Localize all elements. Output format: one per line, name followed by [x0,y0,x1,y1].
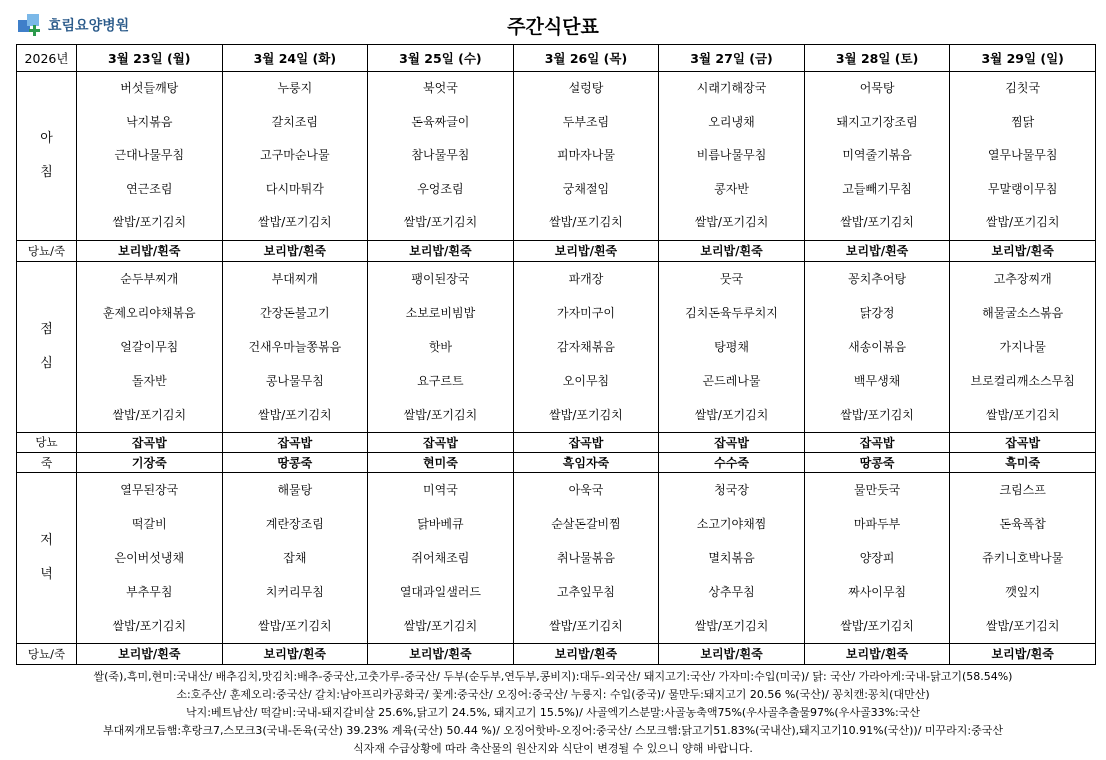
menu-item: 새송이볶음 [848,339,907,354]
menu-item: 쌀밥/포기김치 [112,215,187,229]
menu-item: 간장돈불고기 [260,305,330,320]
menu-item: 낙지볶음 [126,114,173,129]
menu-item: 아욱국 [568,482,604,497]
menu-item-list [368,473,513,643]
note-line: 낙지:베트남산/ 떡갈비:국내-돼지갈비살 25.6%,닭고기 24.5%, 돼지고기 15.5%)/ 사골엑기스분말:사골농축액75%(우사골추출물97%(우사골33%:국산 [185,706,921,719]
lunch-row [17,261,1096,432]
menu-item: 미역줄기볶음 [842,148,912,162]
menu-item: 청국장 [714,482,749,497]
menu-item: 닭바베큐 [417,516,464,531]
diabetic-item: 잡곡밥 [804,432,950,452]
menu-item: 고구마순나물 [260,148,330,162]
meal-label-dinner [17,472,77,643]
menu-item: 마파두부 [853,516,901,531]
menu-item: 쌀밥/포기김치 [985,215,1060,229]
menu-item: 북엇국 [423,81,458,95]
dinner-day-cell [222,472,368,643]
menu-item: 열무된장국 [120,482,179,497]
lunch-day-cell [222,261,368,432]
dinner-day-cell [513,472,659,643]
dinner-diabetic-row [17,643,1096,664]
menu-item-list [77,72,222,240]
menu-item: 요구르트 [417,373,464,388]
diabetic-item: 보리밥/흰죽 [222,240,368,261]
menu-item: 쌀밥/포기김치 [549,618,623,633]
porridge-label: 죽 [17,452,77,472]
meal-label-char: 심 [40,355,53,371]
menu-item: 꽁치추어탕 [848,271,907,286]
porridge-item: 기장죽 [77,452,223,472]
menu-item-list [950,72,1095,240]
menu-item-list [950,262,1095,432]
menu-item: 파개장 [568,271,604,286]
diabetic-item: 보리밥/흰죽 [804,240,950,261]
menu-item: 소보로비빔밥 [405,305,476,320]
menu-item: 우엉조림 [417,181,464,196]
menu-item: 열무나물무침 [987,148,1058,162]
page-title: 주간식단표 [507,16,599,38]
menu-item: 미역국 [423,482,458,497]
menu-item-list [223,72,368,240]
diabetic-item: 보리밥/흰죽 [659,643,805,664]
dinner-day-cell [77,472,223,643]
day-header: 3월 26일 (목) [513,45,659,72]
diabetic-item: 잡곡밥 [368,432,514,452]
porridge-item: 수수죽 [659,452,805,472]
menu-item: 쥬키니호박나물 [982,550,1064,565]
menu-item: 멸치볶음 [708,550,755,565]
menu-item: 치커리무침 [265,584,324,599]
diabetic-item: 보리밥/흰죽 [950,240,1096,261]
menu-item: 쌀밥/포기김치 [549,407,623,422]
menu-item: 근대나물무침 [114,148,185,162]
menu-item: 은이버섯냉채 [114,550,185,565]
menu-item: 짜사이무침 [848,584,907,599]
menu-item: 쌀밥/포기김치 [403,407,478,422]
menu-item: 팽이된장국 [411,271,470,286]
weekly-menu-table [16,44,1096,665]
lunch-diabetic-row [17,432,1096,452]
menu-item: 찜닭 [1011,114,1035,129]
lunch-day-cell [513,261,659,432]
diabetic-item: 보리밥/흰죽 [804,643,950,664]
menu-item-list [659,262,804,432]
menu-item: 김치돈육두루치지 [685,305,778,320]
dinner-row [17,472,1096,643]
menu-item: 쌀밥/포기김치 [985,618,1060,633]
diabetic-item: 잡곡밥 [513,432,659,452]
porridge-item: 땅콩죽 [804,452,950,472]
note-line: 소:호주산/ 훈제오리:중국산/ 갈치:남아프리카공화국/ 꽃게:중국산/ 오징어:중국산/ 누룽지: 수입(중국)/ 물만두:돼지고기 20.56 %(국산)/ 꽁치캔:꽁치(대만산) [176,688,930,701]
note-line: 식자재 수급상황에 따라 축산물의 원산지와 식단이 변경될 수 있으니 양해 바랍니다. [353,742,753,755]
menu-item: 쌀밥/포기김치 [985,407,1060,422]
day-header: 3월 27일 (금) [659,45,805,72]
menu-item: 김칫국 [1005,81,1041,95]
note-line: 부대찌개모듬햄:후랑크7,스모크3(국내-돈육(국산) 39.23% 계육(국산) 50.44 %)/ 오징어핫바-오징어:중국산/ 스모크햄:닭고기51.83%(국내산),돼지고기10.91%(국산))/ 미꾸라지:중국산 [102,724,1003,737]
menu-item: 브로컬리깨소스무침 [970,373,1075,388]
menu-item: 설렁탕 [568,81,604,95]
menu-item: 뭇국 [719,271,744,286]
diabetic-item: 보리밥/흰죽 [513,240,659,261]
menu-item: 감자채볶음 [556,339,615,354]
breakfast-day-cell [659,72,805,241]
day-header: 3월 25일 (수) [368,45,514,72]
menu-item: 핫바 [428,339,452,354]
menu-item: 쌀밥/포기김치 [258,407,332,422]
menu-item: 양장피 [859,550,895,565]
diabetic-label: 당뇨 [17,432,77,452]
diabetic-item: 보리밥/흰죽 [368,240,514,261]
menu-item: 고추장찌개 [993,271,1052,286]
menu-item: 비름나물무침 [696,148,767,162]
dinner-day-cell [804,472,950,643]
diabetic-item: 잡곡밥 [77,432,223,452]
menu-item-list [805,473,950,643]
menu-item: 훈제오리야채볶음 [102,305,196,320]
menu-item: 부추무침 [126,584,173,599]
menu-item: 쌀밥/포기김치 [403,215,478,229]
menu-item: 쌀밥/포기김치 [112,407,187,422]
breakfast-diabetic-row [17,240,1096,261]
menu-item: 쌀밥/포기김치 [258,618,332,633]
menu-item: 돈육폭찹 [999,516,1046,531]
menu-item-list [659,473,804,643]
menu-item: 쌀밥/포기김치 [112,618,187,633]
menu-item-list [514,72,659,240]
page-header [0,0,1106,44]
meal-label-char: 점 [40,321,53,337]
menu-item: 가지나물 [999,339,1046,354]
menu-item: 해물탕 [277,482,313,497]
menu-item: 콩나물무침 [265,373,324,388]
menu-item: 다시마튀각 [265,181,324,196]
menu-item: 가자미구이 [556,305,615,320]
breakfast-row [17,72,1096,241]
menu-item: 무말랭이무침 [987,181,1058,196]
menu-item: 부대찌개 [271,271,319,286]
lunch-porridge-row [17,452,1096,472]
menu-item-list [77,262,222,432]
porridge-item: 땅콩죽 [222,452,368,472]
breakfast-day-cell [950,72,1096,241]
menu-item-list [805,262,950,432]
menu-item-list [514,262,659,432]
menu-item: 쌀밥/포기김치 [840,407,914,422]
day-header-row [17,45,1096,72]
porridge-item: 현미죽 [368,452,514,472]
menu-item: 오이무침 [562,373,610,388]
dinner-day-cell [659,472,805,643]
porridge-item: 흑임자죽 [513,452,659,472]
menu-item: 열대과일샐러드 [399,584,481,599]
menu-item: 콩자반 [714,181,749,196]
breakfast-day-cell [222,72,368,241]
menu-item: 고들빼기무침 [842,181,912,196]
breakfast-day-cell [513,72,659,241]
menu-item: 참나물무침 [411,148,470,162]
year-cell: 2026년 [17,45,77,72]
dinner-day-cell [950,472,1096,643]
menu-item: 쌀밥/포기김치 [840,215,914,229]
menu-item: 곤드레나물 [702,373,761,388]
menu-item: 오리냉채 [708,114,755,129]
menu-item-list [659,72,804,240]
menu-item: 고추잎무침 [556,584,615,599]
menu-item: 시래기해장국 [696,81,767,95]
lunch-day-cell [77,261,223,432]
lunch-day-cell [950,261,1096,432]
menu-item-list [950,473,1095,643]
diabetic-item: 보리밥/흰죽 [222,643,368,664]
menu-item: 쌀밥/포기김치 [549,215,623,229]
meal-label-char: 아 [40,130,53,146]
porridge-item: 흑미죽 [950,452,1096,472]
diabetic-item: 보리밥/흰죽 [368,643,514,664]
menu-item: 깻잎지 [1005,584,1041,599]
menu-item: 얼갈이무침 [120,339,179,354]
menu-item-list [514,473,659,643]
menu-item: 어묵탕 [859,81,895,95]
day-header: 3월 28일 (토) [804,45,950,72]
diabetic-item: 잡곡밥 [222,432,368,452]
menu-item: 소고기야채찜 [696,516,767,531]
diabetic-item: 잡곡밥 [950,432,1096,452]
menu-item-list [223,262,368,432]
menu-item: 계란장조림 [265,516,324,531]
meal-label-breakfast [17,72,77,241]
lunch-day-cell [804,261,950,432]
menu-item: 취나물볶음 [556,550,615,565]
day-header: 3월 24일 (화) [222,45,368,72]
menu-item: 해물굴소스볶음 [982,305,1064,320]
diabetic-item: 보리밥/흰죽 [659,240,805,261]
menu-item: 쌀밥/포기김치 [694,407,769,422]
meal-label-char: 저 [40,532,53,548]
menu-item: 탕평채 [714,339,749,354]
dinner-day-cell [368,472,514,643]
meal-label-lunch [17,261,77,432]
menu-item: 쌀밥/포기김치 [258,215,332,229]
diabetic-label: 당뇨/죽 [17,643,77,664]
menu-item: 물만둣국 [853,482,901,497]
menu-item: 순살돈갈비찜 [551,516,621,531]
menu-item-list [805,72,950,240]
hospital-name: 효림요양병원 [48,18,130,34]
menu-item-list [368,262,513,432]
menu-item: 백무생채 [853,373,901,388]
menu-item-list [368,72,513,240]
menu-item: 두부조림 [562,114,610,129]
breakfast-day-cell [368,72,514,241]
meal-label-char: 녁 [40,566,53,582]
menu-item: 피마자나물 [556,148,615,162]
menu-item: 버섯들깨탕 [120,81,179,95]
diabetic-item: 보리밥/흰죽 [77,240,223,261]
diabetic-item: 보리밥/흰죽 [950,643,1096,664]
menu-item: 돌자반 [131,373,167,388]
menu-item: 건새우마늘쫑볶음 [248,339,342,354]
menu-item: 쌀밥/포기김치 [403,618,478,633]
menu-item: 돈육짜글이 [411,114,470,129]
lunch-day-cell [659,261,805,432]
diabetic-label: 당뇨/죽 [17,240,77,261]
lunch-day-cell [368,261,514,432]
note-line: 쌀(죽),흑미,현미:국내산/ 배추김치,맛김치:배추-중국산,고춧가루-중국산/ 두부(순두부,연두부,콩비지):대두-외국산/ 돼지고기:국산/ 가자미:수입(미국)/ 닭: 국산/ 가라아게:국내-닭고기(58.54%) [93,670,1013,683]
diabetic-item: 잡곡밥 [659,432,805,452]
origin-notes [0,668,1106,758]
diabetic-item: 보리밥/흰죽 [77,643,223,664]
diabetic-item: 보리밥/흰죽 [513,643,659,664]
menu-item: 닭강정 [859,305,895,320]
menu-item: 쥐어채조림 [411,550,470,565]
menu-item: 상추무침 [708,584,755,599]
menu-item-list [223,473,368,643]
menu-item: 쌀밥/포기김치 [694,215,769,229]
menu-item: 순두부찌개 [120,271,179,286]
menu-item: 쌀밥/포기김치 [694,618,769,633]
menu-item: 떡갈비 [131,516,167,531]
menu-item: 연근조림 [126,181,173,196]
menu-item-list [77,473,222,643]
menu-item: 돼지고기장조림 [836,114,918,129]
day-header: 3월 23일 (월) [77,45,223,72]
meal-label-char: 침 [40,164,53,180]
menu-item: 쌀밥/포기김치 [840,618,914,633]
menu-item: 누룽지 [277,81,313,95]
menu-item: 갈치조림 [271,114,319,129]
day-header: 3월 29일 (일) [950,45,1096,72]
breakfast-day-cell [804,72,950,241]
menu-item: 잡채 [283,550,307,565]
menu-item: 궁채절임 [562,181,610,196]
menu-item: 크림스프 [999,482,1046,497]
breakfast-day-cell [77,72,223,241]
